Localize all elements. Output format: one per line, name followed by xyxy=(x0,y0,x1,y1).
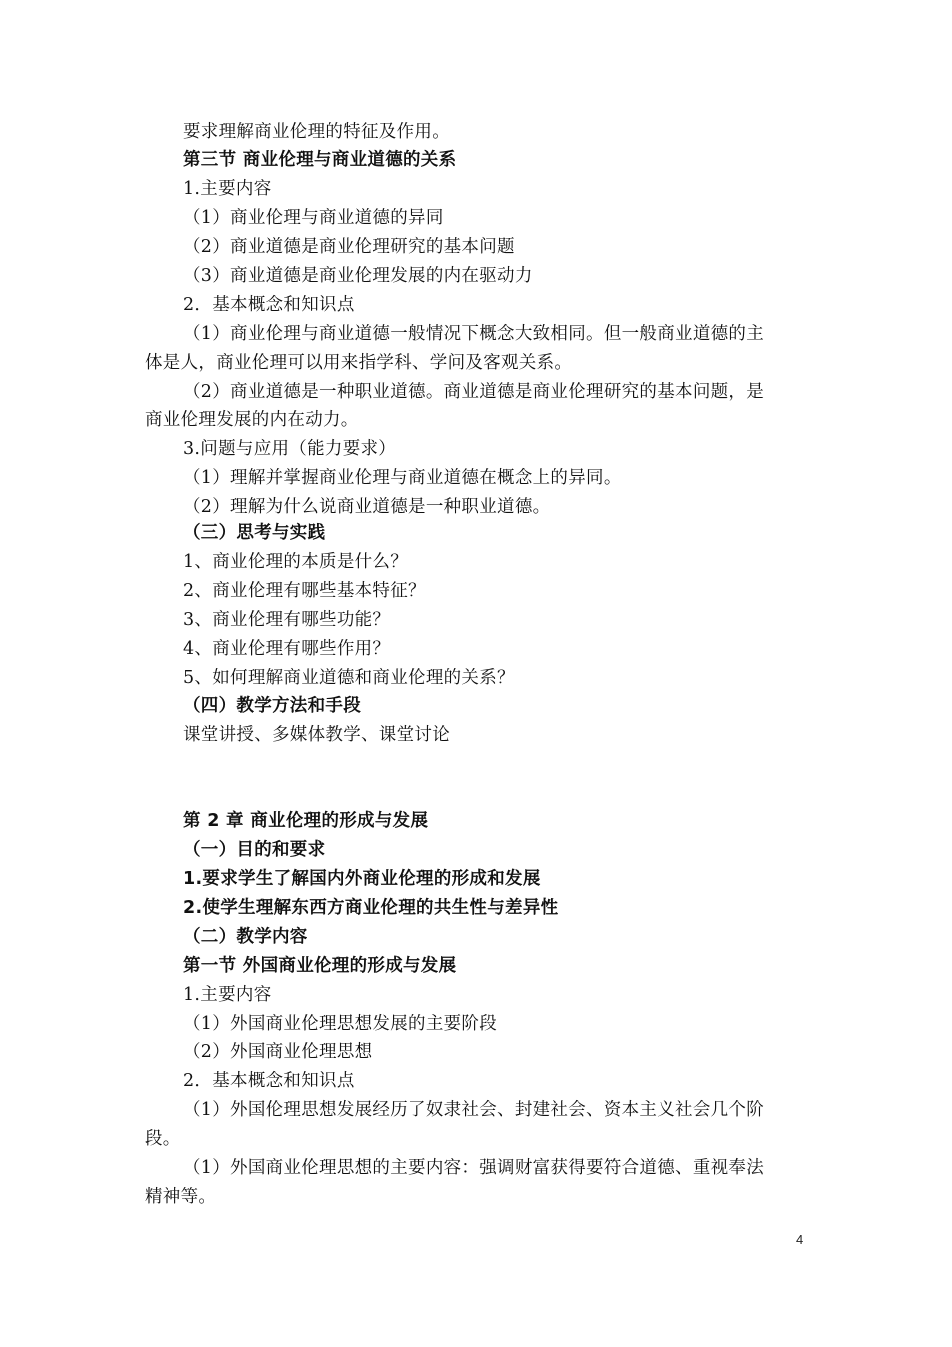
section-heading: （四）教学方法和手段 xyxy=(183,696,361,716)
page-number: 4 xyxy=(796,1232,804,1247)
paragraph-line: 体是人，商业伦理可以用来指学科、学问及客观关系。 xyxy=(145,353,573,373)
objective-item: 2.使学生理解东西方商业伦理的共生性与差异性 xyxy=(183,898,559,918)
paragraph-line: （1）外国商业伦理思想的主要内容：强调财富获得要符合道德、重视奉法 xyxy=(183,1158,765,1178)
question-item: 4、商业伦理有哪些作用？ xyxy=(183,639,391,659)
list-item: （2）商业道德是商业伦理研究的基本问题 xyxy=(183,237,515,257)
question-item: 1、商业伦理的本质是什么？ xyxy=(183,552,409,572)
text-line: 课堂讲授、多媒体教学、课堂讨论 xyxy=(183,725,450,745)
list-item: （2）外国商业伦理思想 xyxy=(183,1042,373,1062)
section-heading: （二）教学内容 xyxy=(183,927,308,947)
paragraph-line: （2）商业道德是一种职业道德。商业道德是商业伦理研究的基本问题，是 xyxy=(183,382,765,402)
question-item: 3、商业伦理有哪些功能？ xyxy=(183,610,391,630)
text-line: 1.主要内容 xyxy=(183,179,272,199)
section-heading: （三）思考与实践 xyxy=(183,523,326,543)
list-item: （3）商业道德是商业伦理发展的内在驱动力 xyxy=(183,266,533,286)
question-item: 5、如何理解商业道德和商业伦理的关系？ xyxy=(183,668,515,688)
question-item: 2、商业伦理有哪些基本特征？ xyxy=(183,581,426,601)
text-line: 3.问题与应用（能力要求） xyxy=(183,439,397,459)
objective-item: 1.要求学生了解国内外商业伦理的形成和发展 xyxy=(183,869,541,889)
chapter-heading: 第 2 章 商业伦理的形成与发展 xyxy=(183,811,429,831)
text-line: 2．基本概念和知识点 xyxy=(183,295,355,315)
section-heading: 第三节 商业伦理与商业道德的关系 xyxy=(183,150,457,170)
list-item: （1）外国商业伦理思想发展的主要阶段 xyxy=(183,1014,498,1034)
section-heading: （一）目的和要求 xyxy=(183,840,326,860)
paragraph-line: 段。 xyxy=(145,1129,181,1149)
list-item: （1）理解并掌握商业伦理与商业道德在概念上的异同。 xyxy=(183,468,622,488)
section-heading: 第一节 外国商业伦理的形成与发展 xyxy=(183,956,457,976)
paragraph-line: 精神等。 xyxy=(145,1187,217,1207)
list-item: （1）商业伦理与商业道德的异同 xyxy=(183,208,444,228)
list-item: （2）理解为什么说商业道德是一种职业道德。 xyxy=(183,497,551,517)
text-line: 要求理解商业伦理的特征及作用。 xyxy=(183,122,450,142)
paragraph-line: （1）商业伦理与商业道德一般情况下概念大致相同。但一般商业道德的主 xyxy=(183,324,765,344)
text-line: 1.主要内容 xyxy=(183,985,272,1005)
paragraph-line: （1）外国伦理思想发展经历了奴隶社会、封建社会、资本主义社会几个阶 xyxy=(183,1100,765,1120)
text-line: 2．基本概念和知识点 xyxy=(183,1071,355,1091)
paragraph-line: 商业伦理发展的内在动力。 xyxy=(145,410,359,430)
